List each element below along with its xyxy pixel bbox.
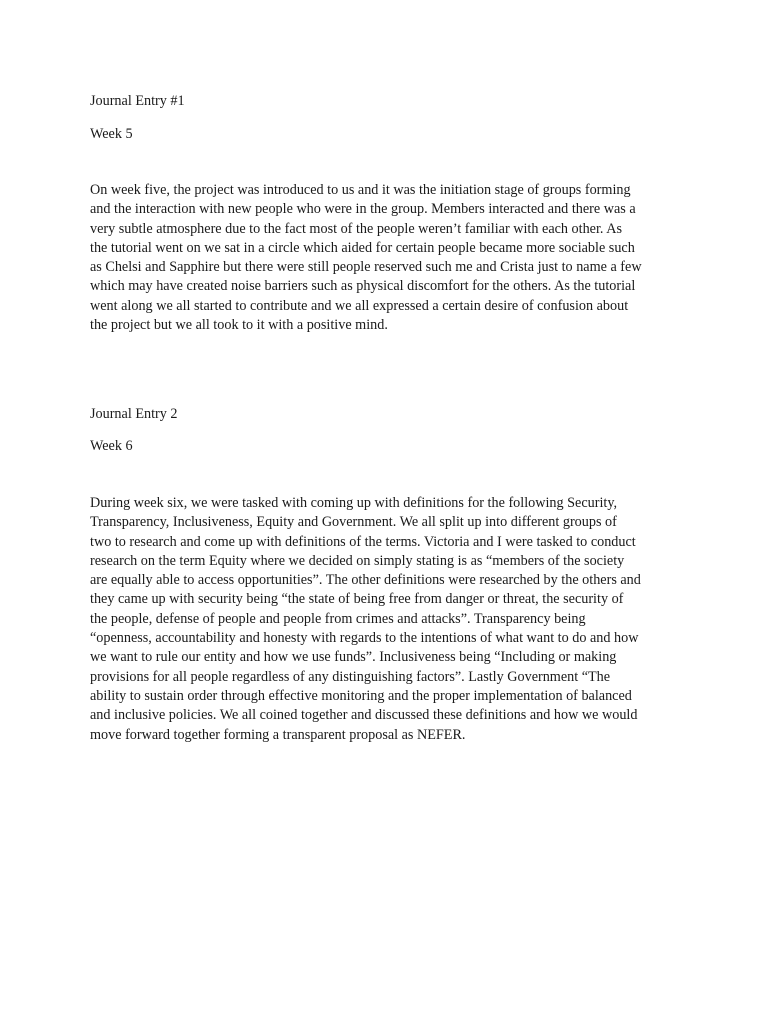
entry2-line: the people, defense of people and people from crimes and attacks”. Transparency being [90, 610, 586, 627]
entry2-line: provisions for all people regardless of any distinguishing factors”. Lastly Government “The [90, 668, 611, 685]
entry1-week: Week 5 [90, 126, 133, 142]
entry2-line: move forward together forming a transparent proposal as NEFER. [90, 726, 466, 743]
entry1-line: which may have created noise barriers such as physical discomfort for the others. As the tutorial [90, 278, 636, 295]
entry2-line: Transparency, Inclusiveness, Equity and Government. We all split up into different groups of [90, 514, 617, 531]
entry1-line: On week five, the project was introduced to us and it was the initiation stage of groups forming [90, 182, 631, 198]
entry2-line: two to research and come up with definitions of the terms. Victoria and I were tasked to conduct [90, 533, 636, 550]
entry2-line: they came up with security being “the state of being free from danger or threat, the security of [90, 591, 624, 608]
entry2-line: “openness, accountability and honesty with regards to the intentions of what want to do and how [90, 630, 639, 647]
entry1-line: the project but we all took to it with a positive mind. [90, 317, 388, 334]
entry2-line: and inclusive policies. We all coined together and discussed these definitions and how we would [90, 707, 638, 724]
entry1-title: Journal Entry #1 [90, 93, 185, 109]
entry1-line: as Chelsi and Sapphire but there were still people reserved such me and Crista just to name a few [90, 259, 642, 276]
entry1-line: the tutorial went on we sat in a circle which aided for certain people became more sociable such [90, 239, 635, 256]
entry2-line: ability to sustain order through effective monitoring and the proper implementation of balanced [90, 687, 632, 704]
entry2-line: research on the term Equity where we decided on simply stating is as “members of the society [90, 552, 625, 569]
entry2-line: are equally able to access opportunities”. The other definitions were researched by the others and [90, 572, 641, 589]
entry1-body [90, 181, 690, 335]
entry1-line: went along we all started to contribute and we all expressed a certain desire of confusion about [90, 297, 629, 314]
entry1-line: very subtle atmosphere due to the fact most of the people weren’t familiar with each other. As [90, 220, 622, 237]
entry2-body [90, 494, 690, 745]
entry2-week: Week 6 [90, 438, 133, 454]
entry1-line: and the interaction with new people who were in the group. Members interacted and there was a [90, 201, 636, 218]
entry2-line: we want to rule our entity and how we use funds”. Inclusiveness being “Including or making [90, 649, 617, 666]
entry2-line: During week six, we were tasked with coming up with definitions for the following Security, [90, 495, 618, 511]
entry2-title: Journal Entry 2 [90, 406, 178, 422]
